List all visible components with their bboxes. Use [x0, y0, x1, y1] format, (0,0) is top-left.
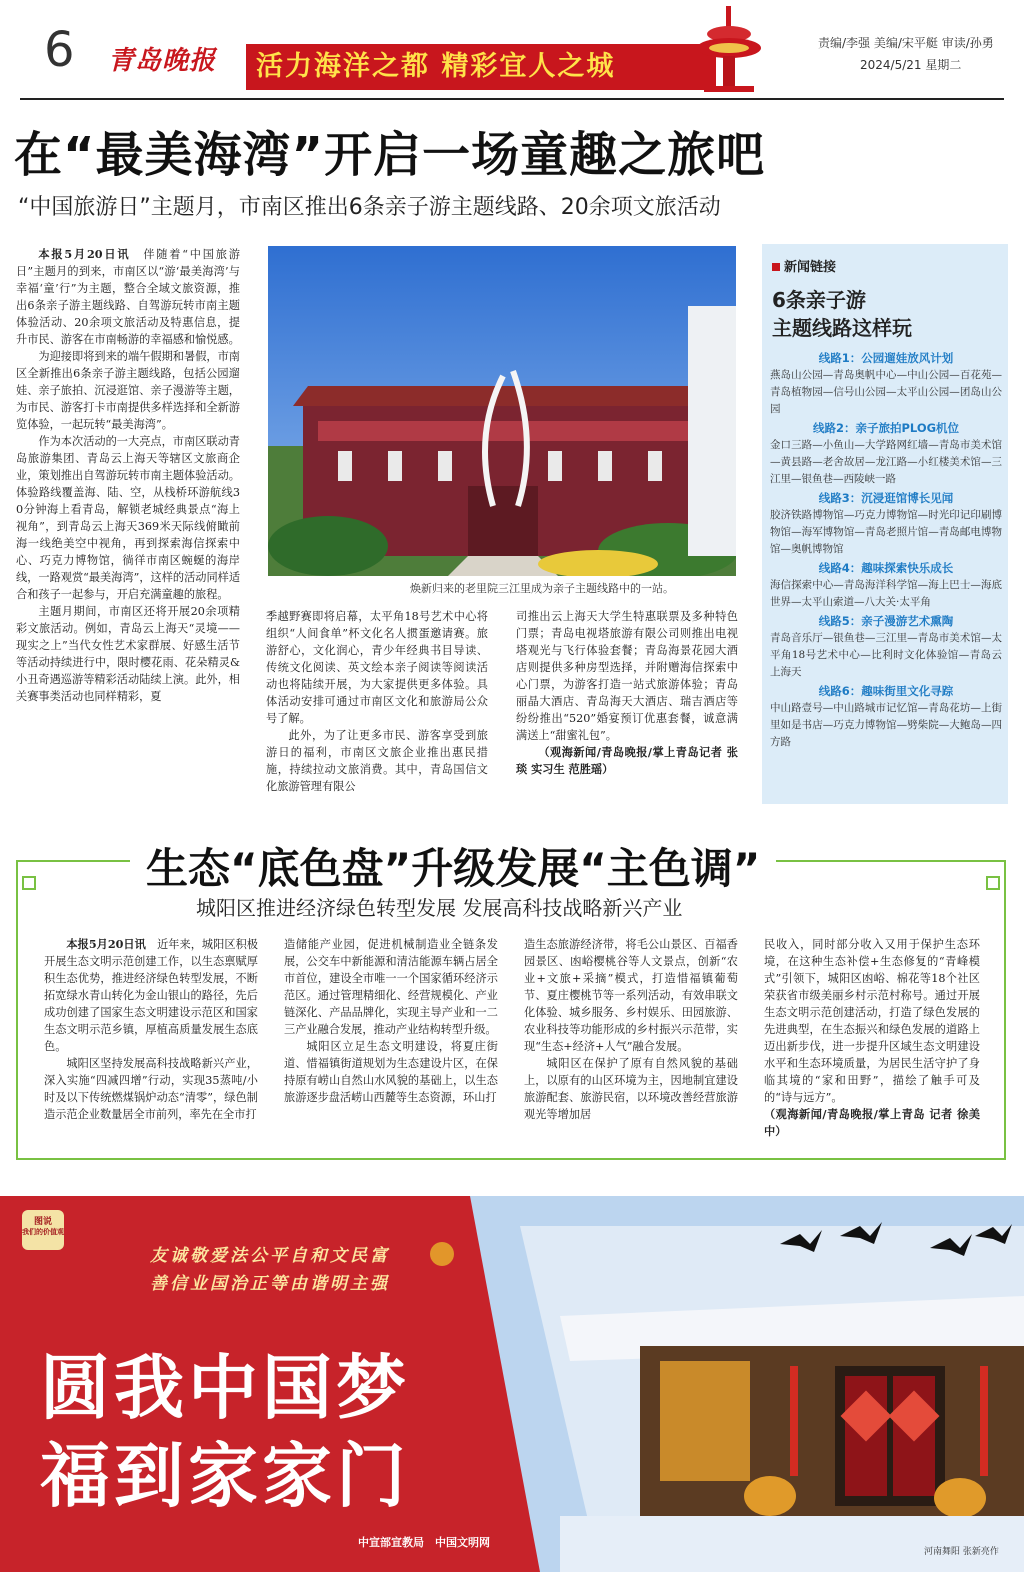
poster-badge [22, 1210, 64, 1250]
poster-slogan-line: 福到家家门 [40, 1435, 410, 1517]
route-stops: 中山路壹号—中山路城市记忆馆—青岛花坊—上街里如是书店—巧克力博物馆—劈柴院—大鲍岛—四方路 [770, 702, 1002, 748]
article1-paragraph: 司推出云上海天大学生特惠联票及多种特色门票；青岛电视塔旅游有限公司则推出电视塔观光与飞行体验套餐；青岛海景花园大酒店则提供多种房型选择，并附赠海信探索中心门票，为游客打造一站式旅游体验；青岛丽晶大酒店、青岛海天大酒店、瑞吉酒店等纷纷推出“520”婚宴预订优惠套餐，诚意满满送上“甜蜜礼包”。 [516, 610, 738, 742]
route-item [770, 613, 1002, 681]
route-title: 线路1：公园遛娃放风计划 [818, 351, 954, 365]
article2-paragraph: 城阳区在保护了原有自然风貌的基础上，以原有的山区环境为主，因地制宜建设旅游配套、旅游民宿，以环境改善经营旅游观光等增加居 [524, 1057, 738, 1121]
poster-badge-top: 图说 [33, 1217, 52, 1227]
route-item [770, 683, 1002, 751]
article2-paragraph: 民收入，同时部分收入又用于保护生态环境，在这种生态补偿+生态修复的“青峰模式”引领下，城阳区凼峪、棉花等18个社区荣获省市级美丽乡村示范村称号。通过开展生态文明示范创建活动，打造了绿色发展的先进典型，在生态振兴和绿色发展的道路上迈出新步伐，进一步提升区域生态文明建设水平和生态环境质量，为居民生活守护了身临其境的“家和田野”，描绘了触手可及的“诗与远方”。 [764, 938, 980, 1104]
sidebar-title-line: 主题线路这样玩 [772, 316, 912, 340]
issue-date: 2024/5/21 星期二 [860, 58, 962, 72]
article2-paragraph: 城阳区立足生态文明建设，将夏庄街道、惜福镇街道规划为生态建设片区，在保持原有崂山自然山水风貌的基础上，以生态旅游逐步盘活崂山西麓等生态资源，环山打 [284, 1040, 498, 1104]
editor-credits: 责编/李强 美编/宋平艇 审读/孙勇 [818, 36, 994, 50]
article2-paragraph: 近年来，城阳区积极开展生态文明示范创建工作，以生态禀赋厚积生态优势，推进经济绿色转型发展，不断拓宽绿水青山转化为金山银山的路径，先后成功创建了国家生态文明建设示范区和国家生态文明示范乡镇，厚植高质量发展生态底色。 [44, 938, 258, 1053]
slogan-banner: 活力海洋之都 精彩宜人之城 [246, 44, 716, 90]
article2-column-4 [764, 936, 980, 1152]
article1-paragraph: 主题月期间，市南区还将开展20余项精彩文旅活动。例如，青岛云上海天“灵境——现实之上”当代女性艺术家群展、好感生活节等活动持续进行中，限时樱花雨、花朵精灵&小丑奇遇巡游等精彩活动陆续上演。此外，相关赛事类活动也同样精彩，夏 [16, 605, 240, 703]
route-stops: 青岛音乐厅—银鱼巷—三江里—青岛市美术馆—太平角18号艺术中心—比利时文化体验馆—青岛云上海天 [770, 632, 1002, 678]
article1-photo [268, 246, 736, 576]
article1-column-2 [266, 608, 488, 808]
article1-lead: 本报5月20日讯 [38, 247, 131, 261]
article1-paragraph: 作为本次活动的一大亮点，市南区联动青岛旅游集团、青岛云上海天等辖区文旅商企业，策划推出自驾游玩转市南主题体验活动。体验路线覆盖海、陆、空，从栈桥环游航线30分钟海上看青岛，解锁老城经典景点“海上视角”，到青岛云上海天369米天际线俯瞰前海一线绝美空中视角，再到探索海信探索中心、巧克力博物馆，徜徉市南区蜿蜒的海岸线，一路观赏“最美海湾”，这样的活动同样适合和孩子一起参与，开启充满童趣的旅程。 [16, 435, 240, 601]
article1-paragraph: 为迎接即将到来的端午假期和暑假，市南区全新推出6条亲子游主题线路，包括公园遛娃、亲子旅拍、沉浸逛馆、亲子漫游等主题，为市民、游客打卡市南提供多样选择和全新游览体验，一起玩转“最美海湾”。 [16, 350, 240, 431]
route-stops: 金口三路—小鱼山—大学路网红墙—青岛市美术馆—黄县路—老舍故居—龙江路—小红楼美术馆—三江里—银鱼巷—西陵峡一路 [770, 439, 1002, 485]
newspaper-name: 青岛晚报 [108, 46, 217, 76]
article1-subhead: “中国旅游日”主题月，市南区推出6条亲子游主题线路、20余项文旅活动 [18, 195, 721, 220]
route-title: 线路6：趣味街里文化寻踪 [818, 684, 954, 698]
article2-subhead: 城阳区推进经济绿色转型发展 发展高科技战略新兴产业 [196, 896, 683, 920]
article1-headline: 在“最美海湾”开启一场童趣之旅吧 [14, 127, 766, 183]
page-number: 6 [44, 22, 75, 78]
article1-byline: （观海新闻/青岛晚报/掌上青岛记者 张琰 实习生 范胜瑶） [516, 745, 738, 776]
tv-tower-logo-icon [690, 4, 768, 94]
frame-corner-deco [986, 876, 1000, 890]
route-stops: 燕岛山公园—青岛奥帆中心—中山公园—百花苑—青岛植物园—信号山公园—太平山公园—团岛山公园 [770, 369, 1002, 415]
article2-column-2 [284, 936, 498, 1152]
masthead [0, 0, 1024, 100]
route-item [770, 420, 1002, 488]
article2-headline: 生态“底色盘”升级发展“主色调” [130, 836, 776, 896]
article1-column-1 [16, 246, 240, 806]
article2-column-1 [44, 936, 258, 1152]
poster-credit: 中宣部宣教局 中国文明网 [358, 1536, 490, 1549]
route-title: 线路4：趣味探索快乐成长 [818, 561, 954, 575]
masthead-rule [20, 98, 1004, 100]
article2-paragraph: 造生态旅游经济带，将毛公山景区、百福香园景区、凼峪樱桃谷等人文景点，创新“农业+文旅+采摘”模式，打造惜福镇葡萄节、夏庄樱桃节等一系列活动，有效串联文化体验、城乡服务、乡村娱乐、田园旅游、农业科技等功能形成的乡村振兴示范带，实现“生态+经济+人气”融合发展。 [524, 938, 738, 1053]
article2-paragraph: 造储能产业园，促进机械制造业全链条发展，公交车中新能源和清洁能源车辆占居全市首位，建设全市唯一一个国家循环经济示范区。通过管理精细化、经营规模化、产业链深化、产品品牌化，实现主导产业和一二三产业融合发展，推动产业结构转型升级。 [284, 938, 498, 1036]
route-item [770, 560, 1002, 611]
route-list [770, 350, 1002, 753]
route-title: 线路5：亲子漫游艺术熏陶 [818, 614, 954, 628]
sidebar-title [772, 286, 912, 342]
route-title: 线路2：亲子旅拍PLOG机位 [812, 421, 960, 435]
article1-paragraph: 伴随着“中国旅游日”主题月的到来，市南区以“游‘最美海湾’与幸福‘童’行”为主题，整合全域文旅资源，推出6条亲子游主题线路、自驾游玩转市南主题体验活动、20余项文旅活动及特惠信息，提升市民、游客在市南畅游的幸福感和愉悦感。 [16, 248, 240, 346]
poster-artist: 河南舞阳 张新亮作 [924, 1547, 999, 1557]
route-item [770, 490, 1002, 558]
route-stops: 胶济铁路博物馆—巧克力博物馆—时光印记印刷博物馆—海军博物馆—青岛老照片馆—青岛邮电博物馆—奥帆博物馆 [770, 509, 1002, 555]
article2-byline: （观海新闻/青岛晚报/掌上青岛 记者 徐美中） [764, 1107, 980, 1138]
article1-paragraph: 季越野赛即将启幕，太平角18号艺术中心将组织“人间食单”杯文化名人掼蛋邀请赛。旅游舒心，文化润心，青少年经典书目导读、传统文化阅读、英文绘本亲子阅读等阅读活动也将陆续开展，为大家提供更多体验。具体活动安排可通过市南区文化和旅游局公众号了解。 [266, 610, 488, 725]
poster-badge-bottom: 我们的价值观 [22, 1228, 64, 1236]
photo-caption: 焕新归来的老里院三江里成为亲子主题线路中的一站。 [410, 582, 674, 595]
article1-paragraph: 此外，为了让更多市民、游客享受到旅游日的福利，市南区文旅企业推出惠民措施，持续拉动文旅消费。其中，青岛国信文化旅游管理有限公 [266, 729, 488, 793]
core-values-text [150, 1242, 390, 1298]
route-title: 线路3：沉浸逛馆博长见闻 [818, 491, 954, 505]
sidebar-title-line: 6条亲子游 [772, 288, 866, 312]
route-item [770, 350, 1002, 418]
article2-lead: 本报5月20日讯 [66, 937, 146, 951]
frame-corner-deco [22, 876, 36, 890]
poster-slogan-line: 圆我中国梦 [40, 1347, 410, 1429]
poster-main-slogan [40, 1344, 410, 1520]
news-link-sidebar [762, 244, 1008, 804]
core-values-line: 友诚敬爱法公平自和文民富 [150, 1246, 390, 1266]
core-values-line: 善信业国治正等由谐明主强 [150, 1274, 390, 1294]
article1-column-3 [516, 608, 738, 808]
route-stops: 海信探索中心—青岛海洋科学馆—海上巴士—海底世界—太平山索道—八大关·太平角 [770, 579, 1002, 608]
article2-paragraph: 城阳区坚持发展高科技战略新兴产业，深入实施“四减四增”行动，实现35蒸吨/小时及以下传统燃煤锅炉动态“清零”，绿色制造示范企业数量居全市前列，率先在全市打 [44, 1057, 258, 1121]
sidebar-tag: 新闻链接 [772, 256, 836, 275]
article2-column-3 [524, 936, 738, 1152]
values-poster [0, 1196, 1024, 1572]
